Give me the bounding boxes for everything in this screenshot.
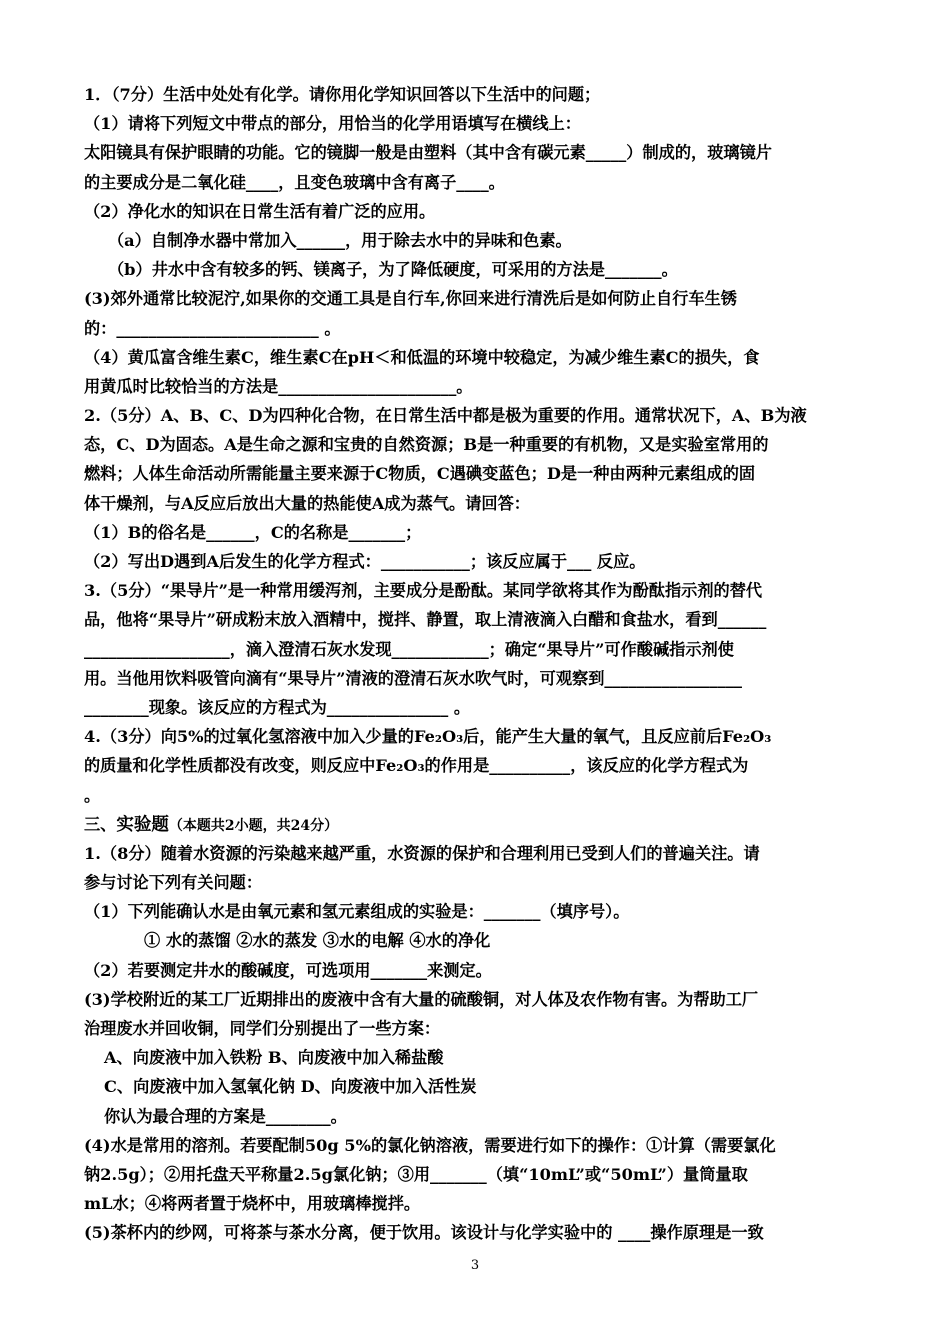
exp1-sub3-answer: 你认为最合理的方案是________。: [104, 1106, 347, 1126]
q1-title: 1．（7分）生活中处处有化学。请你用化学知识回答以下生活中的问题；: [84, 85, 601, 104]
q1-text-line1: 太阳镜具有保护眼睛的功能。它的镜脚一般是由塑料（其中含有碳元素_____）制成的，玻璃镜片: [84, 143, 772, 163]
document-page: [84, 80, 874, 1248]
q2-sub2: （2）写出D遇到A后发生的化学方程式：___________；该反应属于___ 反应。: [84, 552, 646, 571]
q3-line3: __________________，滴入澄清石灰水发现____________；确定“果导片”可作酸碱指示剂使: [84, 639, 734, 659]
exp1-sub3-options-ab: A、向废液中加入铁粉 B、向废液中加入稀盐酸: [104, 1048, 444, 1068]
q1-part2-b: （b）井水中含有较多的钙、镁离子，为了降低硬度，可采用的方法是_______。: [108, 260, 678, 280]
exp1-sub4-line2: 钠2.5g）；②用托盘天平称量2.5g氯化钠；③用_______（填“10mL”或“50mL”）量筒量取: [84, 1164, 748, 1184]
q1-part4-line2: 用黄瓜时比较恰当的方法是______________________。: [84, 376, 473, 396]
exp1-sub1-options: ① 水的蒸馏 ②水的蒸发 ③水的电解 ④水的净化: [144, 931, 491, 951]
q2-line1: 2.（5分）A、B、C、D为四种化合物，在日常生活中都是极为重要的作用。通常状况下，A、B为液: [84, 406, 807, 426]
exp1-sub4-line3: mL水；④将两者置于烧杯中，用玻璃棒搅拌。: [84, 1194, 421, 1214]
exp1-sub3-line1: (3)学校附近的某工厂近期排出的废液中含有大量的硫酸铜，对人体及农作物有害。为帮助工厂: [84, 989, 759, 1009]
q3-line5: ________现象。该反应的方程式为_______________ 。: [84, 697, 471, 717]
q1-text-line2: 的主要成分是二氧化硅____，且变色玻璃中含有离子____。: [84, 172, 505, 192]
q4-line3: 。: [84, 785, 101, 805]
q4-line2: 的质量和化学性质都没有改变，则反应中Fe₂O₃的作用是__________，该反应的化学方程式为: [84, 756, 749, 776]
exp1-sub3-line2: 治理废水并回收铜，同学们分别提出了一些方案：: [84, 1019, 441, 1038]
q1-part2: （2）净化水的知识在日常生活有着广泛的应用。: [84, 201, 436, 221]
section-heading: [84, 810, 874, 839]
exp1-sub2: （2）若要测定井水的酸碱度，可选项用_______来测定。: [84, 960, 492, 980]
section-prefix: 三、: [84, 814, 117, 834]
q2-line4: 体干燥剂，与A反应后放出大量的热能使A成为蒸气。请回答：: [84, 493, 530, 513]
page-number: 3: [470, 1258, 480, 1273]
exp1-sub5-line1: (5)茶杯内的纱网，可将茶与茶水分离，便于饮用。该设计与化学实验中的 ____操作原理是一致: [84, 1223, 764, 1243]
q2-sub1: （1）B的俗名是______，C的名称是_______；: [84, 522, 422, 542]
q1-part4-line1: （4）黄瓜富含维生素C，维生素C在pH＜和低温的环境中较稳定，为减少维生素C的损失，食: [84, 347, 760, 367]
q1-part3-line1: (3)郊外通常比较泥泞,如果你的交通工具是自行车,你回来进行清洗后是如何防止自行车生锈: [84, 289, 737, 309]
section-note: （本题共2小题，共24分）: [168, 817, 339, 834]
exp1-sub4-line1: (4)水是常用的溶剂。若要配制50g 5%的氯化钠溶液，需要进行如下的操作：①计算（需要氯化: [84, 1135, 776, 1155]
exp1-sub3-options-cd: C、向废液中加入氢氧化钠 D、向废液中加入活性炭: [104, 1077, 477, 1097]
q3-line4: 用。当他用饮料吸管向滴有“果导片”清液的澄清石灰水吹气时，可观察到_________________: [84, 668, 743, 688]
q1-part1: （1）请将下列短文中带点的部分，用恰当的化学用语填写在横线上：: [84, 114, 581, 134]
exp1-sub1: （1）下列能确认水是由氧元素和氢元素组成的实验是：_______（填序号）。: [84, 902, 630, 922]
q2-line3: 燃料；人体生命活动所需能量主要来源于C物质，C遇碘变蓝色；D是一种由两种元素组成的固: [84, 464, 756, 484]
q3-line2: 品，他将“果导片”研成粉末放入酒精中，搅拌、静置，取上清液滴入白醋和食盐水，看到______: [84, 610, 767, 630]
q2-line2: 态，C、D为固态。A是生命之源和宝贵的自然资源；B是一种重要的有机物，又是实验室常用的: [84, 435, 769, 455]
q1-part2-a: （a）自制净水器中常加入______，用于除去水中的异味和色素。: [108, 230, 572, 250]
q4-line1: 4.（3分）向5%的过氧化氢溶液中加入少量的Fe₂O₃后，能产生大量的氧气，且反应前后Fe₂O₃: [84, 727, 772, 747]
q3-line1: 3.（5分）“果导片”是一种常用缓泻剂，主要成分是酚酞。某同学欲将其作为酚酞指示剂的替代: [84, 581, 763, 601]
q1-part3-line2: 的：_________________________ 。: [84, 318, 341, 338]
exp1-line2: 参与讨论下列有关问题：: [84, 873, 263, 893]
exp1-line1: 1.（8分）随着水资源的污染越来越严重，水资源的保护和合理利用已受到人们的普遍关注。请: [84, 843, 760, 863]
section-title: 实验题: [116, 814, 169, 835]
